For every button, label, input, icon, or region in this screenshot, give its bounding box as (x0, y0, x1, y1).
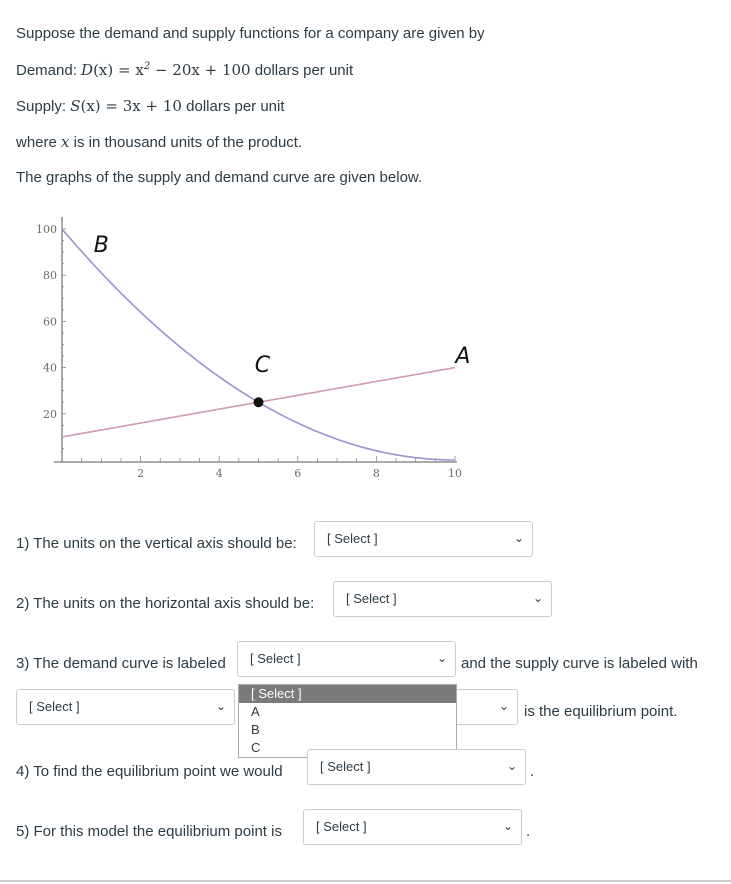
demand-fn: D (81, 61, 94, 79)
supply-label-select[interactable] (16, 689, 235, 725)
x-tick-label: 8 (372, 467, 380, 480)
demand-arg: (x) (93, 61, 114, 79)
vertical-units-select[interactable] (314, 521, 533, 557)
y-tick-label: 60 (43, 315, 57, 329)
chevron-down-icon: ⌄ (215, 699, 226, 713)
question-3a: 3) The demand curve is labeled (16, 655, 226, 672)
demand-function (16, 61, 353, 79)
curve-label-b: B (93, 233, 109, 259)
where-line (16, 133, 302, 151)
chevron-down-icon: ⌄ (506, 759, 517, 773)
where-pre: where (16, 134, 62, 151)
supply-eq: = 3x + 10 (100, 97, 182, 115)
question-5-end: . (526, 823, 531, 840)
equilibrium-point-select[interactable] (303, 809, 522, 845)
supply-function (16, 97, 285, 115)
y-tick-label: 80 (43, 269, 57, 283)
supply-demand-chart (0, 205, 520, 495)
graphs-line: The graphs of the supply and demand curve are given below. (16, 169, 423, 186)
demand-label-select[interactable] (237, 641, 456, 677)
select-placeholder: [ Select ] (250, 651, 301, 666)
supply-arg: (x) (80, 97, 101, 115)
equilibrium-point (254, 397, 264, 407)
dropdown-option-a[interactable]: A (251, 704, 260, 719)
question-5: 5) For this model the equilibrium point is (16, 823, 282, 840)
chevron-down-icon: ⌄ (513, 531, 524, 545)
question-4-end: . (530, 763, 535, 780)
intro-line: Suppose the demand and supply functions for a company are given by (16, 25, 485, 42)
horizontal-units-select[interactable] (333, 581, 552, 617)
curve-label-a: A (455, 343, 471, 369)
select-placeholder: [ Select ] (316, 819, 367, 834)
x-tick-label: 4 (215, 467, 223, 480)
where-var: x (61, 133, 70, 151)
dropdown-option-b[interactable]: B (251, 722, 260, 737)
question-3c: is the equilibrium point. (524, 703, 678, 720)
question-3b: and the supply curve is labeled with (461, 655, 698, 672)
x-tick-label: 2 (137, 467, 145, 480)
select-placeholder: [ Select ] (29, 699, 80, 714)
y-tick-label: 100 (36, 223, 57, 236)
supply-label: Supply: (16, 98, 71, 115)
method-select[interactable] (307, 749, 526, 785)
question-2: 2) The units on the horizontal axis should be: (16, 595, 315, 612)
y-tick-label: 20 (43, 407, 57, 421)
question-4: 4) To find the equilibrium point we would (16, 763, 283, 780)
dropdown-option-c[interactable]: C (251, 740, 261, 755)
supply-fn: S (70, 97, 81, 115)
chevron-down-icon: ⌄ (498, 699, 509, 713)
where-post: is in thousand units of the product. (69, 134, 303, 151)
demand-units: dollars per unit (250, 62, 354, 79)
demand-curve (62, 229, 455, 460)
chevron-down-icon: ⌄ (502, 819, 513, 833)
y-tick-label: 40 (43, 361, 57, 375)
select-placeholder: [ Select ] (320, 759, 371, 774)
x-tick-label: 10 (448, 467, 462, 480)
select-placeholder: [ Select ] (327, 531, 378, 546)
dropdown-list[interactable] (238, 684, 457, 758)
curve-label-c: C (254, 353, 271, 379)
supply-units: dollars per unit (181, 98, 285, 115)
chevron-down-icon: ⌄ (532, 591, 543, 605)
select-placeholder: [ Select ] (346, 591, 397, 606)
demand-rest: − 20x + 100 (150, 61, 251, 79)
dropdown-option-placeholder[interactable]: [ Select ] (239, 685, 456, 703)
x-tick-label: 6 (294, 467, 302, 480)
question-1: 1) The units on the vertical axis should be: (16, 535, 297, 552)
demand-exp: 2 (143, 61, 151, 72)
chevron-down-icon: ⌄ (436, 651, 447, 665)
demand-label: Demand: (16, 62, 82, 79)
demand-eq: = x (113, 61, 144, 79)
footer-divider (0, 880, 731, 882)
